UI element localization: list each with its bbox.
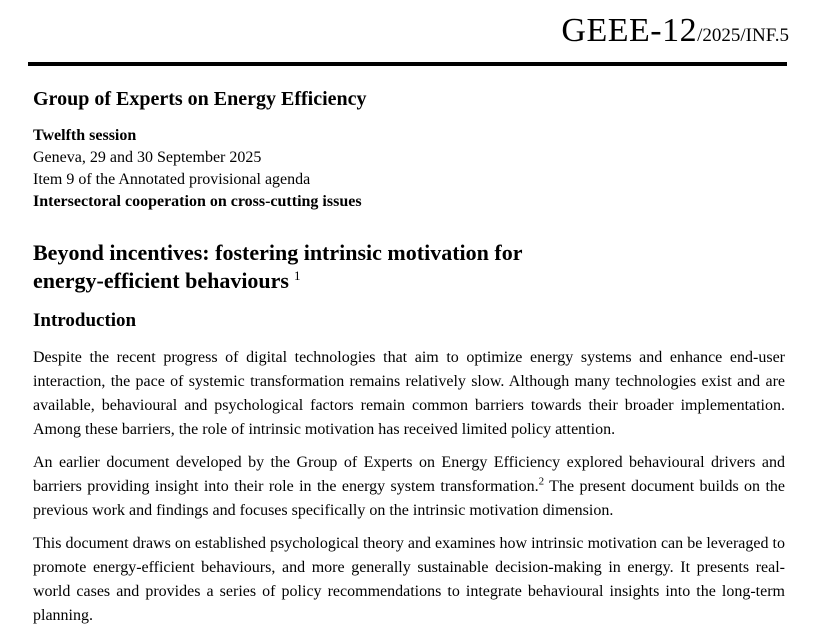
session-agenda-item: Item 9 of the Annotated provisional agenda [33,171,311,188]
document-title [33,239,581,295]
paragraph-3: This document draws on established psychological theory and examines how intrinsic motivation can be leveraged to promote energy-efficient behaviours, and more generally sustainable decision-making in energy. It presents real-world cases and provides a series of policy recommendations to integrate behavioural insights into the long-term planning. [33,535,785,624]
session-venue-date: Geneva, 29 and 30 September 2025 [33,149,262,166]
title-footnote-ref: 1 [294,267,301,283]
header-rule [28,62,787,66]
document-title-text: Beyond incentives: fostering intrinsic motivation for energy-efficient behaviours [33,240,523,293]
section-heading-introduction: Introduction [33,310,137,331]
committee-name: Group of Experts on Energy Efficiency [33,88,367,110]
paragraph-2 [33,451,785,523]
session-block [33,125,785,213]
paragraph-1: Despite the recent progress of digital technologies that aim to optimize energy systems and enhance end-user interaction, the pace of systemic transformation remains relatively slow. Although many technologies exist and are available, behavioural and psychological factors remain common barriers towards their broader implementation. Among these barriers, the role of intrinsic motivation has received limited policy attention. [33,349,785,438]
session-agenda-subject: Intersectoral cooperation on cross-cutting issues [33,193,362,210]
paragraph-2-text-after: The present document builds on the previous work and findings and focuses specifically on the intrinsic motivation dimension. [33,478,786,519]
doc-symbol [0,0,817,50]
paragraph-2-text-before: An earlier document developed by the Group of Experts on Energy Efficiency explored behavioural drivers and barriers providing insight into their role in the energy system transformation. [33,454,785,495]
footnote-ref-2: 2 [538,475,545,488]
session-name: Twelfth session [33,127,137,144]
document-content [0,86,817,628]
doc-symbol-suffix: /2025/INF.5 [697,25,789,46]
doc-symbol-main: GEEE-12 [561,12,698,49]
